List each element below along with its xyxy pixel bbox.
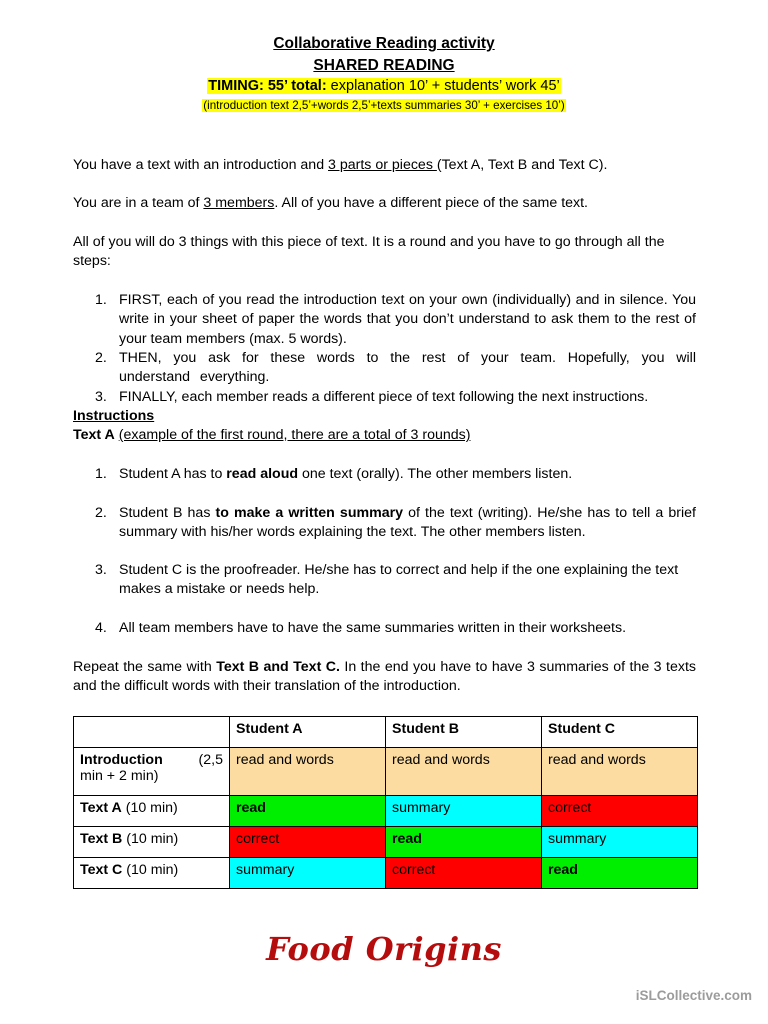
table-header-cell: Student A: [230, 717, 386, 748]
table-row: [74, 796, 698, 827]
repeat-text-post: In the end you have to have 3 summaries of the 3 texts and the difficult words with their translation of the introduction.: [73, 659, 696, 695]
table-header-cell: [74, 717, 230, 748]
table-cell: read and words: [230, 748, 386, 796]
step-number: 2.: [95, 350, 107, 366]
page-subtitle: SHARED READING: [313, 57, 455, 74]
row-label: [74, 796, 230, 827]
schedule-table: [73, 716, 698, 889]
step-text: FIRST, each of you read the introduction text on your own (individually) and in silence. You write in your sheet of paper the words that you don’t understand to ask them to the rest of your team members (max. 5 words).: [119, 292, 696, 347]
timing-label: TIMING: 55’ total:: [208, 78, 327, 94]
row-label-bold: Text B: [80, 831, 123, 847]
repeat-text: Repeat the same with: [73, 659, 217, 675]
table-cell: summary: [230, 858, 386, 889]
role-text: Student C is the proofreader. He/she has to correct and help if the one explaining the text makes a mistake or needs help.: [119, 562, 679, 598]
role-number: 2.: [95, 505, 107, 521]
step-text: THEN, you ask for these words to the rest of your team. Hopefully, you will understand everything.: [119, 350, 696, 386]
table-cell: correct: [542, 796, 698, 827]
table-cell: read and words: [542, 748, 698, 796]
role-text: All team members have to have the same summaries written in their worksheets.: [119, 620, 627, 636]
role-text-post: of the text (writing). He/she has to tell a brief summary with his/her words explaining the text. The other members listen.: [119, 505, 696, 541]
row-label: [74, 748, 230, 796]
row-label: [74, 858, 230, 889]
step-number: 1.: [95, 292, 107, 308]
row-label-bold: Text A: [80, 800, 122, 816]
table-cell: read: [230, 796, 386, 827]
table-cell: read: [542, 858, 698, 889]
table-header-cell: Student C: [542, 717, 698, 748]
intro-paragraph-1: [73, 156, 696, 175]
step-number: 3.: [95, 389, 107, 405]
repeat-bold: Text B and Text C.: [216, 659, 340, 675]
texta-label: Text A: [73, 427, 115, 443]
table-cell: read: [386, 827, 542, 858]
intro-p1-underlined: 3 parts or pieces: [328, 157, 437, 173]
row-label-rest: (10 min): [122, 831, 179, 847]
role-text: Student B has: [119, 505, 216, 521]
intro-p1-a: You have a text with an introduction and: [73, 157, 329, 173]
role-number: 1.: [95, 466, 107, 482]
timing-detail: [0, 97, 768, 113]
intro-p2-underlined: 3 members: [203, 195, 275, 211]
intro-p2-b: . All of you have a different piece of the same text.: [274, 195, 589, 211]
islcollective-watermark: iSLCollective.com: [635, 988, 752, 1003]
table-row: [74, 858, 698, 889]
timing-detail-text: (introduction text 2,5’+words 2,5’+texts summaries 30’ + exercises 10’): [203, 99, 565, 112]
table-row: [74, 827, 698, 858]
row-label-bold: Introduction: [80, 752, 163, 768]
table-cell: correct: [386, 858, 542, 889]
role-number: 3.: [95, 562, 107, 578]
step-text: FINALLY, each member reads a different piece of text following the next instructions.: [119, 389, 649, 405]
table-cell: read and words: [386, 748, 542, 796]
timing-rest: explanation 10’ + students’ work 45’: [326, 78, 560, 94]
table-header-row: [74, 717, 698, 748]
role-bold: read aloud: [226, 466, 299, 482]
row-label-rest: (10 min): [121, 800, 178, 816]
table-cell: summary: [542, 827, 698, 858]
texta-note: (example of the first round, there are a total of 3 rounds): [118, 427, 471, 443]
row-label: [74, 827, 230, 858]
role-text: Student A has to: [119, 466, 227, 482]
timing-line: [0, 78, 768, 94]
row-label-rest-line2: min + 2 min): [80, 768, 159, 784]
role-number: 4.: [95, 620, 107, 636]
repeat-paragraph: [73, 658, 696, 697]
food-origins-logo: Food Origins: [266, 930, 502, 968]
instructions-heading: Instructions: [73, 408, 155, 424]
table-header-cell: Student B: [386, 717, 542, 748]
role-text-post: one text (orally). The other members listen.: [298, 466, 573, 482]
intro-paragraph-2: [73, 194, 696, 213]
intro-paragraph-3: All of you will do 3 things with this piece of text. It is a round and you have to go through all the steps:: [73, 234, 665, 270]
table-cell: summary: [386, 796, 542, 827]
role-bold: to make a written summary: [215, 505, 404, 521]
intro-p2-a: You are in a team of: [73, 195, 204, 211]
table-cell: correct: [230, 827, 386, 858]
row-label-rest: (2,5: [198, 752, 223, 768]
texta-line: [73, 426, 696, 445]
table-row: [74, 748, 698, 796]
row-label-bold: Text C: [80, 862, 123, 878]
page-title: Collaborative Reading activity: [273, 35, 495, 52]
intro-p1-b: (Text A, Text B and Text C).: [436, 157, 608, 173]
row-label-rest: (10 min): [122, 862, 179, 878]
